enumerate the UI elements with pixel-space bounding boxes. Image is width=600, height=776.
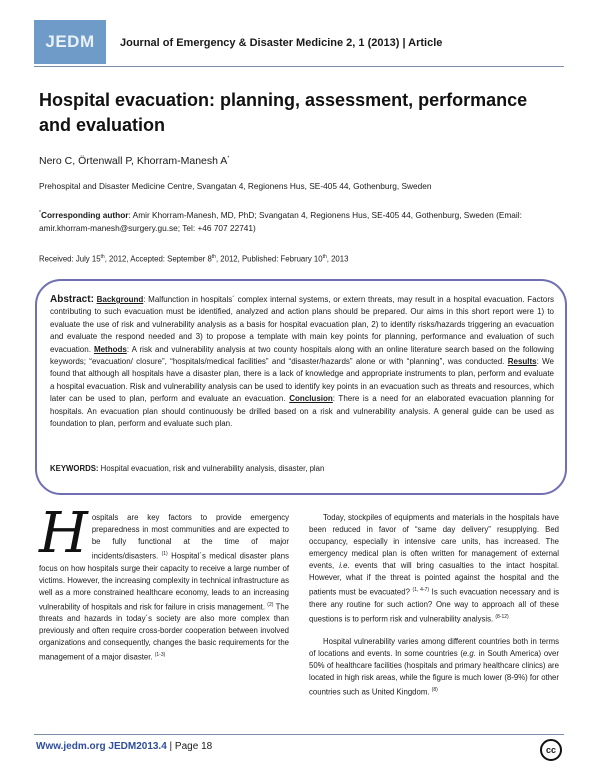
journal-logo: JEDM [34,20,106,64]
intro-paragraph [39,501,290,664]
citation: (8-12) [495,613,509,620]
background-label: Background [96,295,144,304]
authors [39,155,229,167]
results-label: Results [507,357,537,367]
conclusion-text: : There is a need for an elaborated evacuation planning for hospitals. An evacuation plan should continuously be drilled based on a risk and vulnerability analysis. A general guide can be used as foundation to plan, perform and evaluate such plan. [50,394,554,429]
accepted-sup: th [211,254,216,260]
paragraph-text: Hospital vulnerability varies among different countries both in terms of locations and events. In some countries ( [309,637,559,659]
background-text: : Malfunction in hospitals´ complex internal systems, or extern threats, may result in a hospital evacuation. Factors contributing to such evacuation must be identified, analyzed and action plans should be prepared. Our aims in this short report were 1) to evaluate the use of risk and vulnerability analysis as a basis for hospital evacuation plan, 2) to identify risks/hazards triggering an evacuation and evaluate the respond needed and 3) to propose a template with main key points for planning, performance and evaluation of such evacuation. [50,295,554,354]
page-number: | Page 18 [166,741,213,752]
keywords [50,464,324,473]
abstract-box [35,279,567,495]
body-column-left [39,501,290,675]
published-date: , 2012, Published: February 10 [215,254,323,264]
published-sup: th [322,254,327,260]
published-year: , 2013 [326,254,349,264]
citation: (1) [161,551,168,557]
citation: (1, 4-7) [412,587,430,593]
results-text: : We found that although all hospitals have a disaster plan, there is a lack of knowledge and appropriate instruments to plan, perform and evaluate a hospital evacuation. Risk and vulnerability analysis can be used to identify key points in an evacuation such as threats and resources, which later can be used to plan, perform and evaluate an evacuation. [50,357,554,404]
intro-text-1: ospitals are key factors to provide emergency preparedness in most communities and are expected to be fully functional at the time of major incidents/disasters. [91,513,289,561]
paragraph-text: Is such evacuation necessary and is there any routine for such action? One way to approach all of these questions is to perform risk and vulnerability analysis. [309,587,560,624]
citation: (8) [431,687,438,694]
citation: (2) [267,601,274,608]
corresponding-author [39,207,559,235]
paragraph-text: Today, stockpiles of equipments and materials in the hospitals have been reduced in favor of “same day delivery” resupplying. Bed occupancy, especially in intensive care units, has increased. The emergency medical plan is often written for management of external events, [309,513,559,570]
journal-header: Journal of Emergency & Disaster Medicine 2, 1 (2013) | Article [120,37,443,49]
footer-divider [34,734,564,735]
received-sup: th [100,254,105,260]
body-column-right [309,512,559,710]
accepted-date: , 2012, Accepted: September 8 [104,254,212,264]
paragraph-vulnerability [309,636,559,699]
methods-label: Methods [93,344,127,354]
keywords-text: Hospital evacuation, risk and vulnerability analysis, disaster, plan [98,464,325,473]
intro-text-2: Hospital´s medical disaster plans focus on how hospitals surge their capacity to receive a large number of victims. However, the increasing complexity in technical infrastructure as well as a more constrained healthcare economy, leads to an increasing vulnerability of hospitals and risk for failure in crisis management. [39,551,289,612]
authors-text: Nero C, Örtenwall P, Khorram-Manesh A [39,155,228,167]
received-date: Received: July 15 [39,254,101,264]
paragraph-text: in South America) over 50% of healthcare facilities (hospitals and primary healthcare clinics) are located in high risk areas, while the figure is much lower (8-9%) for other countries such as United Kingdom. [309,649,559,697]
corresponding-label: Corresponding author [40,209,129,220]
italic-eg: e.g. [462,649,476,659]
affiliation: Prehospital and Disaster Medicine Centre, Svangatan 4, Regionens Hus, SE-405 44, Gothenburg, Sweden [39,181,432,191]
italic-ie: i.e. [339,561,350,570]
conclusion-label: Conclusion [289,394,333,404]
paragraph-text: events that will bring casualties to the intact hospital. However, what if the threat is pointed against the hospital and the patients must be evacuated? [309,561,559,597]
article-title: Hospital evacuation: planning, assessment, performance and evaluation [39,90,528,135]
abstract-label: Abstract: [50,294,94,305]
footer [36,741,212,752]
corresponding-mark: * [39,210,41,216]
abstract-text [50,294,554,430]
corresponding-text: : Amir Khorram-Manesh, MD, PhD; Svangatan 4, Regionens Hus, SE-405 44, Gothenburg, Sweden (Email: amir.khorram-manesh@surgery.gu.se; Tel: +46 707 22741) [39,209,522,233]
citation: (1-3) [154,652,166,659]
footer-site-link[interactable]: Www.jedm.org JEDM2013.4 [36,741,167,752]
publication-dates [39,254,348,264]
header-divider [34,66,564,67]
drop-cap: H [39,501,88,566]
authors-mark: * [227,155,230,162]
creative-commons-icon: cc [540,739,562,761]
intro-text-3: The threats and hazards in today´s society are also more complex than previously and often require cross-border cooperation between involved organizations and consequently, changes the basic requirements for the management of a major disaster. [39,602,290,662]
paragraph-stockpiles [309,512,559,625]
methods-text: : A risk and vulnerability analysis at two county hospitals along with an online literature search based on the following keywords; “evacuation/ closure”, “hospitals/medical facilities” and “disaster/hazards” alone or with “planning”, was conducted. [50,344,554,367]
keywords-label: KEYWORDS: [50,464,99,473]
